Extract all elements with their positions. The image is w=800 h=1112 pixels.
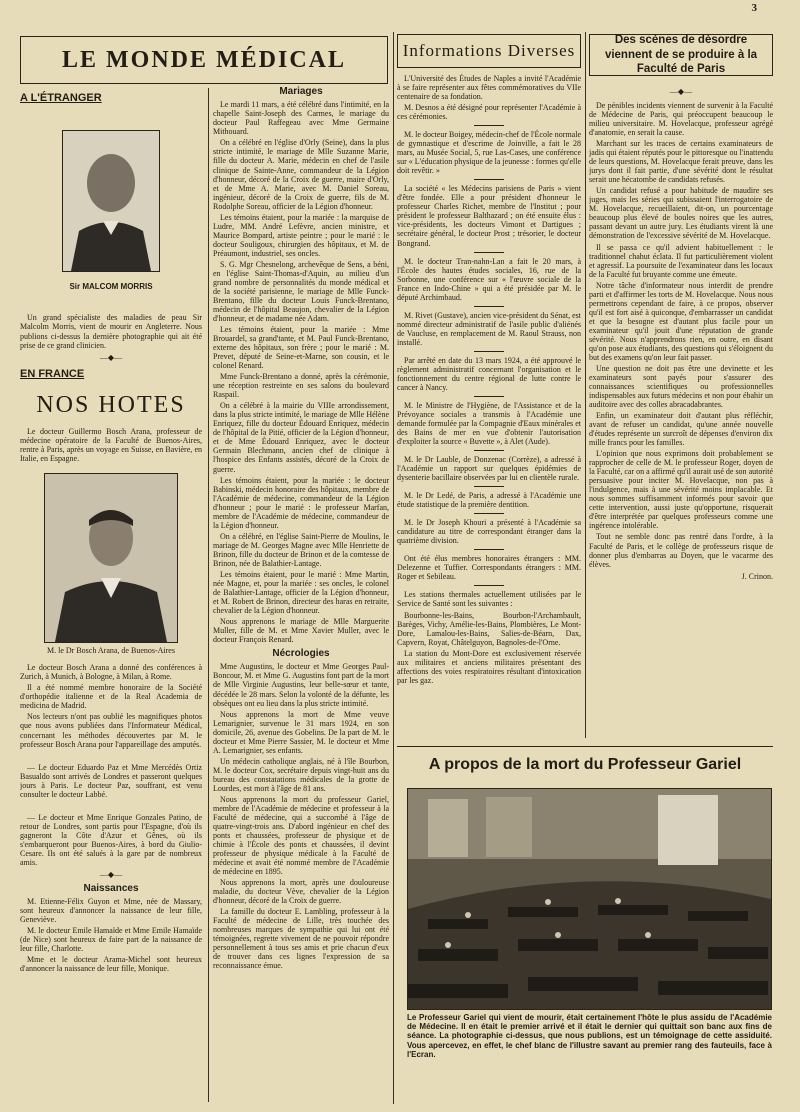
separator: [474, 252, 504, 253]
paragraph: Les témoins étaient, pour la mariée : Mme Brouardel, sa grand'tante, et M. Paul Funck-Brentano, externe des hôpitaux, son frère ; pour le marié : M. Prevet, député de Seine-et-Marne, son cousin, et le colonel Renard.: [213, 325, 389, 371]
paragraph: On a célébré en l'église d'Orly (Seine), dans la plus stricte intimité, le mariage de Mlle Suzanne Marie, fille du docteur A. Marie, médecin en chef de l'asile clinique de Sainte-Anne, commandeur de la Légion d'honneur, décoré de la Croix de guerre, maire d'Orly, et de Mme A. Marie, avec M. Daniel Soreau, ingénieur, décoré de la Croix de guerre, fils de M. Rodolphe Soreau, officier de la Légion d'honneur.: [213, 138, 389, 211]
paragraph: Nous apprenons la mort de Mme veuve Lemarignier, survenue le 31 mars 1924, en son domicile, 26, avenue des Gobelins. De la part de M. le docteur et Mme Pierre Sassier, M. le docteur et Mme A. Lemarignier, ses enfants.: [213, 709, 389, 755]
heading-informations-diverses: Informations Diverses: [397, 34, 581, 68]
paragraph: M. le Dr Ledé, de Paris, a adressé à l'Académie une étude statistique de la première dentition.: [397, 491, 581, 510]
paragraph: Nous apprenons la mort du professeur Gariel, membre de l'Académie de médecine et professeur à la Faculté de médecine, qui a succombé à l'âge de quatre-vingt-trois ans. D'abord ingénieur en chef des ponts et chaussées, professeur de physique et de chimie à l'École des ponts et chaussées, il devint professeur de physique médicale à la Faculté de médecine et avait été nommé membre de l'Académie de médecine en 1895.: [213, 794, 389, 877]
separator: [474, 513, 504, 514]
paragraph: La station du Mont-Dore est exclusivement réservée aux militaires et anciens militaires présentant des affections des voies respiratoires résultant d'intoxication par les gaz.: [397, 648, 581, 685]
photo-bosch-arana: [44, 473, 178, 643]
lecture-hall-photo-icon: [408, 789, 771, 1009]
column-4: [589, 84, 773, 738]
page-number: 3: [751, 2, 757, 14]
column-rule: [585, 32, 586, 738]
paragraph: Une question ne doit pas être une devinette et les examinateurs sont payés pour s'assurer des connaissances scientifiques ou professionnelles indispensables aux futurs médecins et non pour ébahir un auditoire avec des colles abracadabrantes.: [589, 363, 773, 410]
paragraph: M. le Dr Lauble, de Donzenac (Corrèze), a adressé à l'Académie un rapport sur quelques épidémies de dysenterie bacillaire observées par lui en clientèle rurale.: [397, 455, 581, 483]
caption-gariel: Le Professeur Gariel qui vient de mourir, était certainement l'hôte le plus assidu de l'Académie de Médecine. Il en était le premier arrivé et il était le dernier qui quittait son banc aux fins de séance. La photographie ci-dessus, que nous publions, est un témoignage de cette assiduité. Vous apercevez, en effet, le chef blanc de l'illustre savant au premier rang des fauteuils, face à l'Ecran.: [407, 1013, 772, 1059]
portrait-icon: [45, 474, 177, 642]
paragraph: Mme et le docteur Arama-Michel sont heureux d'annoncer la naissance de leur fille, Monique.: [20, 955, 202, 974]
heading-naissances: Naissances: [83, 882, 139, 894]
separator: [474, 450, 504, 451]
ornament-divider: —◆—: [99, 869, 123, 879]
paragraph: Les témoins étaient, pour le marié : Mme Martin, née Magne, et, pour la mariée : ses oncles, le colonel de Balathier-Lantage, officier de la Légion d'honneur, et M. Robert de Brinon, directeur des haras en retraite, chevalier de la Légion d'honneur.: [213, 569, 389, 615]
paragraph: Nos lecteurs n'ont pas oublié les magnifiques photos que nous avons publiées dans l'Informateur Médical, concernant les méthodes découvertes par M. le professeur Bosch Arana pour l'appareillage des amputés.: [20, 712, 202, 749]
paragraph: M. le Ministre de l'Hygiène, de l'Assistance et de la Prévoyance sociales a transmis à l'Académie une demande formulée par la Compagnie d'Eaux minérales et des Bains de mer en vue d'obtenir l'autorisation d'exploiter la source « Buvette », à Alet (Aude).: [397, 400, 581, 447]
paragraph: Mme Augustins, le docteur et Mme Georges Paul-Boncour, M. et Mme G. Augustins font part de la mort de Mlle Virginie Augustins, leur belle-sœur et tante, décédée le 28 mars. Selon la volonté de la défunte, les obsèques ont eu lieu dans la plus stricte intimité.: [213, 662, 389, 708]
column-3: [397, 74, 581, 738]
paragraph: Tout ne semble donc pas rentré dans l'ordre, à la Faculté de Paris, et le collège de professeurs risque de donner plus d'embarras au Doyen, que le vacarme des élèves.: [589, 532, 773, 569]
paragraph: Il se passa ce qu'il advient habituellement : le traditionnel chahut éclata. Il fut particulièrement violent et agressif. La poursuite de l'examinateur dans les locaux de la Faculté fut bruyante comme une émeute.: [589, 242, 773, 279]
column-2: [213, 86, 389, 1104]
separator: [474, 585, 504, 586]
paragraph: — Le docteur et Mme Enrique Gonzales Patino, de retour de Londres, sont partis pour l'Espagne, d'où ils gagneront la Côte d'Azur et Gênes, où ils s'embarqueront pour Buenos-Aires, à bord du Giulio-Cesare. Ils ont été salués à la gare par de nombreux amis.: [20, 812, 202, 867]
paragraph: Un médecin catholique anglais, né à l'île Bourbon, M. le docteur Cox, secrétaire depuis vingt-huit ans du bureau des constatations médicales de la grotte de Lourdes, est mort à l'âge de 81 ans.: [213, 756, 389, 793]
separator: [474, 486, 504, 487]
paragraph: Un candidat refusé a pour habitude de maudire ses juges, mais les séries qui subissaient l'interrogatoire de M. Hovelacque, recueillaient, dit-on, un pourcentage beaucoup plus élevé de boules noires que les autres, passant devant un autre jury. Les étudiants virent là une démonstration de l'excessive sévérité de M. Hovelacque.: [589, 186, 773, 241]
paragraph: Le mardi 11 mars, a été célébré dans l'intimité, en la chapelle Saint-Joseph des Carmes, le mariage du docteur Paul Raffegeau avec Mme Germaine Mithouard.: [213, 100, 389, 137]
heading-desordre-faculte: Des scènes de désordre viennent de se produire à la Faculté de Paris: [589, 34, 773, 76]
paragraph: Nous apprenons la mort, après une douloureuse maladie, du docteur Vève, chevalier de la Légion d'honneur, décoré de la Croix de guerre.: [213, 878, 389, 906]
paragraph: La famille du docteur E. Lambling, professeur à la Faculté de médecine de Lille, très touchée des nombreuses marques de sympathie qui lui ont été témoignées, regrette vivement de ne pouvoir répondre personnellement à tous ses amis et prie chacun d'eux de trouver dans ces lignes l'expression de sa reconnaissance émue.: [213, 907, 389, 971]
paragraph: Bourbonne-les-Bains, Bourbon-l'Archambault, Barèges, Vichy, Amélie-les-Bains, Plombières, Le Mont-Dore, Lamalou-les-Bains, Salies-de-Béarn, Dax, Capvern, Royat, Châtelguyon, Bagnoles-de-l'Orne.: [397, 610, 581, 647]
separator: [474, 125, 504, 126]
separator: [474, 396, 504, 397]
section-etranger: A L'ÉTRANGER: [20, 92, 102, 104]
paragraph: S. G. Mgr Chesnelong, archevêque de Sens, a béni, en l'église Saint-Thomas-d'Aquin, au milieu d'un grand nombre de personnalités du monde médical et de la société parisienne, le mariage de Mlle Funck-Brentano, fille du docteur Louis Funck-Brentano, médecin de l'hôpital Beaujon, chevalier de la Légion d'honneur, et de madame née Adam.: [213, 259, 389, 324]
paragraph: M. le docteur Tran-nahn-Lan a fait le 20 mars, à l'École des hautes études sociales, 16, rue de la Sorbonne, une conférence sur « l'œuvre sociale de la France en Indo-Chine » qui a été présidée par M. le député Archimbaud.: [397, 256, 581, 302]
paragraph: Il a été nommé membre honoraire de la Société d'orthopédie italienne et de la Real Academia de medicina de Madrid.: [20, 683, 202, 711]
paragraph: De pénibles incidents viennent de survenir à la Faculté de Médecine de Paris, qui préoccupent beaucoup le milieu universitaire. M. Hovelacque, professeur agrégé d'anatomie, en serait la cause.: [589, 101, 773, 138]
paragraph: M. le docteur Boigey, médecin-chef de l'École normale de gymnastique et d'escrime de Joinville, a fait le 28 mars, au Musée Social, 5, rue Las-Cases, une conférence sur « L'éducation physique de la jeunesse : formes qu'elle doit revêtir. »: [397, 130, 581, 176]
column-rule: [393, 32, 394, 1104]
paragraph: M. Desnos a été désigné pour représenter l'Académie à ces cérémonies.: [397, 103, 581, 122]
paragraph: — Le docteur Eduardo Paz et Mme Mercédès Ortiz Basualdo sont arrivés de Londres et passeront quelques jours à Paris. Le docteur Paz, souffrant, est venu consulter le docteur Labbé.: [20, 762, 202, 799]
ornament-divider: —◆—: [99, 352, 123, 362]
paragraph: Mme Funck-Brentano a donné, après la cérémonie, une réception restreinte en ses salons du boulevard Raspail.: [213, 372, 389, 400]
paragraph: Nous apprenons le mariage de Mlle Marguerite Muller, fille de M. et Mme Xavier Muller, avec le docteur François Renard.: [213, 617, 389, 645]
paragraph: M. Etienne-Félix Guyon et Mme, née de Massary, sont heureux d'annoncer la naissance de leur fille, Geneviève.: [20, 897, 202, 925]
masthead: [20, 36, 388, 84]
paragraph: L'opinion que nous exprimons doit probablement se rapprocher de celle de M. le professeur Roger, doyen de la Faculté, car on a affirmé qu'il aurait usé de son autorité persuasive pour inciter M. Hovelacque, non pas à l'indulgence, mais à une sévérité moins implacable. Et nous sommes suffisamment informés pour savoir que cette intervention, aussi juste qu'opportune, risquerait d'être interprétée par quelques professeurs comme une ingérence intolérable.: [589, 449, 773, 531]
column-rule: [208, 88, 209, 1102]
separator: [474, 306, 504, 307]
paragraph: Ont été élus membres honoraires étrangers : MM. Delezenne et Tuffier. Correspondants étrangers : MM. Roger et Sebileau.: [397, 554, 581, 582]
caption-malcom-morris: Sir MALCOM MORRIS: [69, 282, 153, 292]
ornament-divider: —◆—: [669, 87, 693, 96]
heading-mariages: Mariages: [279, 86, 323, 97]
separator: [474, 179, 504, 180]
paragraph: Les stations thermales actuellement utilisées par le Service de Santé sont les suivantes :: [397, 590, 581, 609]
paragraph: L'Université des Études de Naples a invité l'Académie à se faire représenter aux fêtes commémoratives du VIIe centenaire de sa fondation.: [397, 74, 581, 102]
paragraph: Marchant sur les traces de certains examinateurs de jadis qui étaient réputés pour le pittoresque ou l'inattendu de leurs questions, M. Hovelacque ferait preuve, dans les jurys dont il fait partie, d'une sévérité dont le résultat serait une hécatombe de candidats refusés.: [589, 139, 773, 185]
photo-malcom-morris: [62, 130, 160, 272]
paragraph: Le docteur Guillermo Bosch Arana, professeur de médecine opératoire de la Faculté de Buenos-Aires, rentre à Paris, après un voyage en Suisse, en Bavière, en Italie, en Espagne.: [20, 427, 202, 464]
paragraph: M. le docteur Emile Hamaïde et Mme Emile Hamaïde (de Nice) sont heureux de faire part de la naissance de leur fille, Charlotte.: [20, 926, 202, 954]
signature-byline: J. Crinon.: [741, 571, 773, 581]
heading-necrologies: Nécrologies: [272, 648, 330, 660]
column-1: [20, 90, 202, 1102]
paragraph: Par arrêté en date du 13 mars 1924, a été approuvé le règlement administratif concernant l'organisation et le fonctionnement du centre régional de lutte contre le cancer à Nancy.: [397, 355, 581, 392]
separator: [474, 549, 504, 550]
paragraph: On a célébré, en l'église Saint-Pierre de Moulins, le mariage de M. Georges Magne avec Mlle Henriette de Brinon, fille du docteur de Brinon et de la comtesse de Brinon, née de Balathier-Lantage.: [213, 531, 389, 568]
separator: [474, 351, 504, 352]
paragraph: Enfin, un examinateur doit d'autant plus réfléchir, avant de refuser un candidat, qu'une année nouvelle d'études représente un surcroît de dépenses d'environ dix mille francs pour les familles.: [589, 411, 773, 448]
paragraph: M. le Dr Joseph Khouri a présenté à l'Académie sa candidature au titre de correspondant étranger dans la quatrième division.: [397, 518, 581, 546]
heading-nos-hotes: NOS HOTES: [36, 392, 186, 419]
section-france: EN FRANCE: [20, 367, 85, 380]
portrait-icon: [63, 131, 159, 271]
heading-gariel: A propos de la mort du Professeur Gariel: [397, 746, 773, 782]
paragraph: Les témoins étaient, pour la mariée : la marquise de Ludre, MM. André Lefèvre, ancien ministre, et Maurice Bompard, artiste peintre ; pour le marié : le docteur Souligoux, chirurgien des hôpitaux, et M. de Préaumont, industriel, ses oncles.: [213, 212, 389, 258]
paragraph: On a célébré à la mairie du VIIIe arrondissement, dans la plus stricte intimité, le mariage de Mlle Hélène Enriquez, fille du docteur Édouard Enriquez, médecin de l'hôpital de la Pitié, officier de la Légion d'honneur, et de Mme Édouard Enriquez, avec le docteur Germain Blechmann, ancien chef de clinique à l'hospice des Enfants assistés, décoré de la Croix de guerre.: [213, 401, 389, 474]
paragraph: Notre tâche d'informateur nous interdit de prendre parti et d'affirmer les torts de M. Hovelacque. Nous nous permettrons cependant de faire, à ce propos, observer qu'il est fort aisé à quiconque, d'embarrasser un candidat et que la besogne est d'autant plus facile pour un examinateur qu'il jouit d'une réputation de grande sévérité. Nous n'apprendrons rien, en outre, en disant qu'on pose aux étudiants, des questions qui s'éloignent du but des examens qu'on leur fait passer.: [589, 280, 773, 362]
paragraph: M. Rivet (Gustave), ancien vice-président du Sénat, est nommé directeur administratif de l'asile public d'aliénés de Vaucluse, en remplacement de M. Raoul Strauss, non installé.: [397, 310, 581, 347]
paragraph: Le docteur Bosch Arana a donné des conférences à Zurich, à Munich, à Bologne, à Milan, à Rome.: [20, 663, 202, 682]
caption-bosch-arana: M. le Dr Bosch Arana, de Buenos-Aires: [47, 646, 175, 656]
paragraph: Un grand spécialiste des maladies de peau Sir Malcolm Morris, vient de mourir en Angleterre. Nous publions ci-dessus la dernière photographie qui ait été prise de ce grand clinicien.: [20, 313, 202, 350]
masthead-title: LE MONDE MÉDICAL: [61, 46, 346, 73]
photo-academie-seance: [407, 788, 772, 1010]
paragraph: La société « les Médecins parisiens de Paris » vient d'être fondée. Elle a pour président d'honneur le professeur Charles Richet, membre de l'Institut ; pour président le professeur Balthazard ; on été ensuite élus : vice-présidents, les docteurs Vimont et Dartigues ; secrétaire général, le docteur Prost ; trésorier, le docteur Bongrand.: [397, 184, 581, 248]
paragraph: Les témoins étaient, pour la mariée : le docteur Babinski, médecin honoraire des hôpitaux, membre de l'Académie de médecine, commandeur de la Légion d'honneur ; pour le marié : le professeur Marfan, membre de l'Académie de médecine, commandeur de la Légion d'honneur.: [213, 475, 389, 530]
